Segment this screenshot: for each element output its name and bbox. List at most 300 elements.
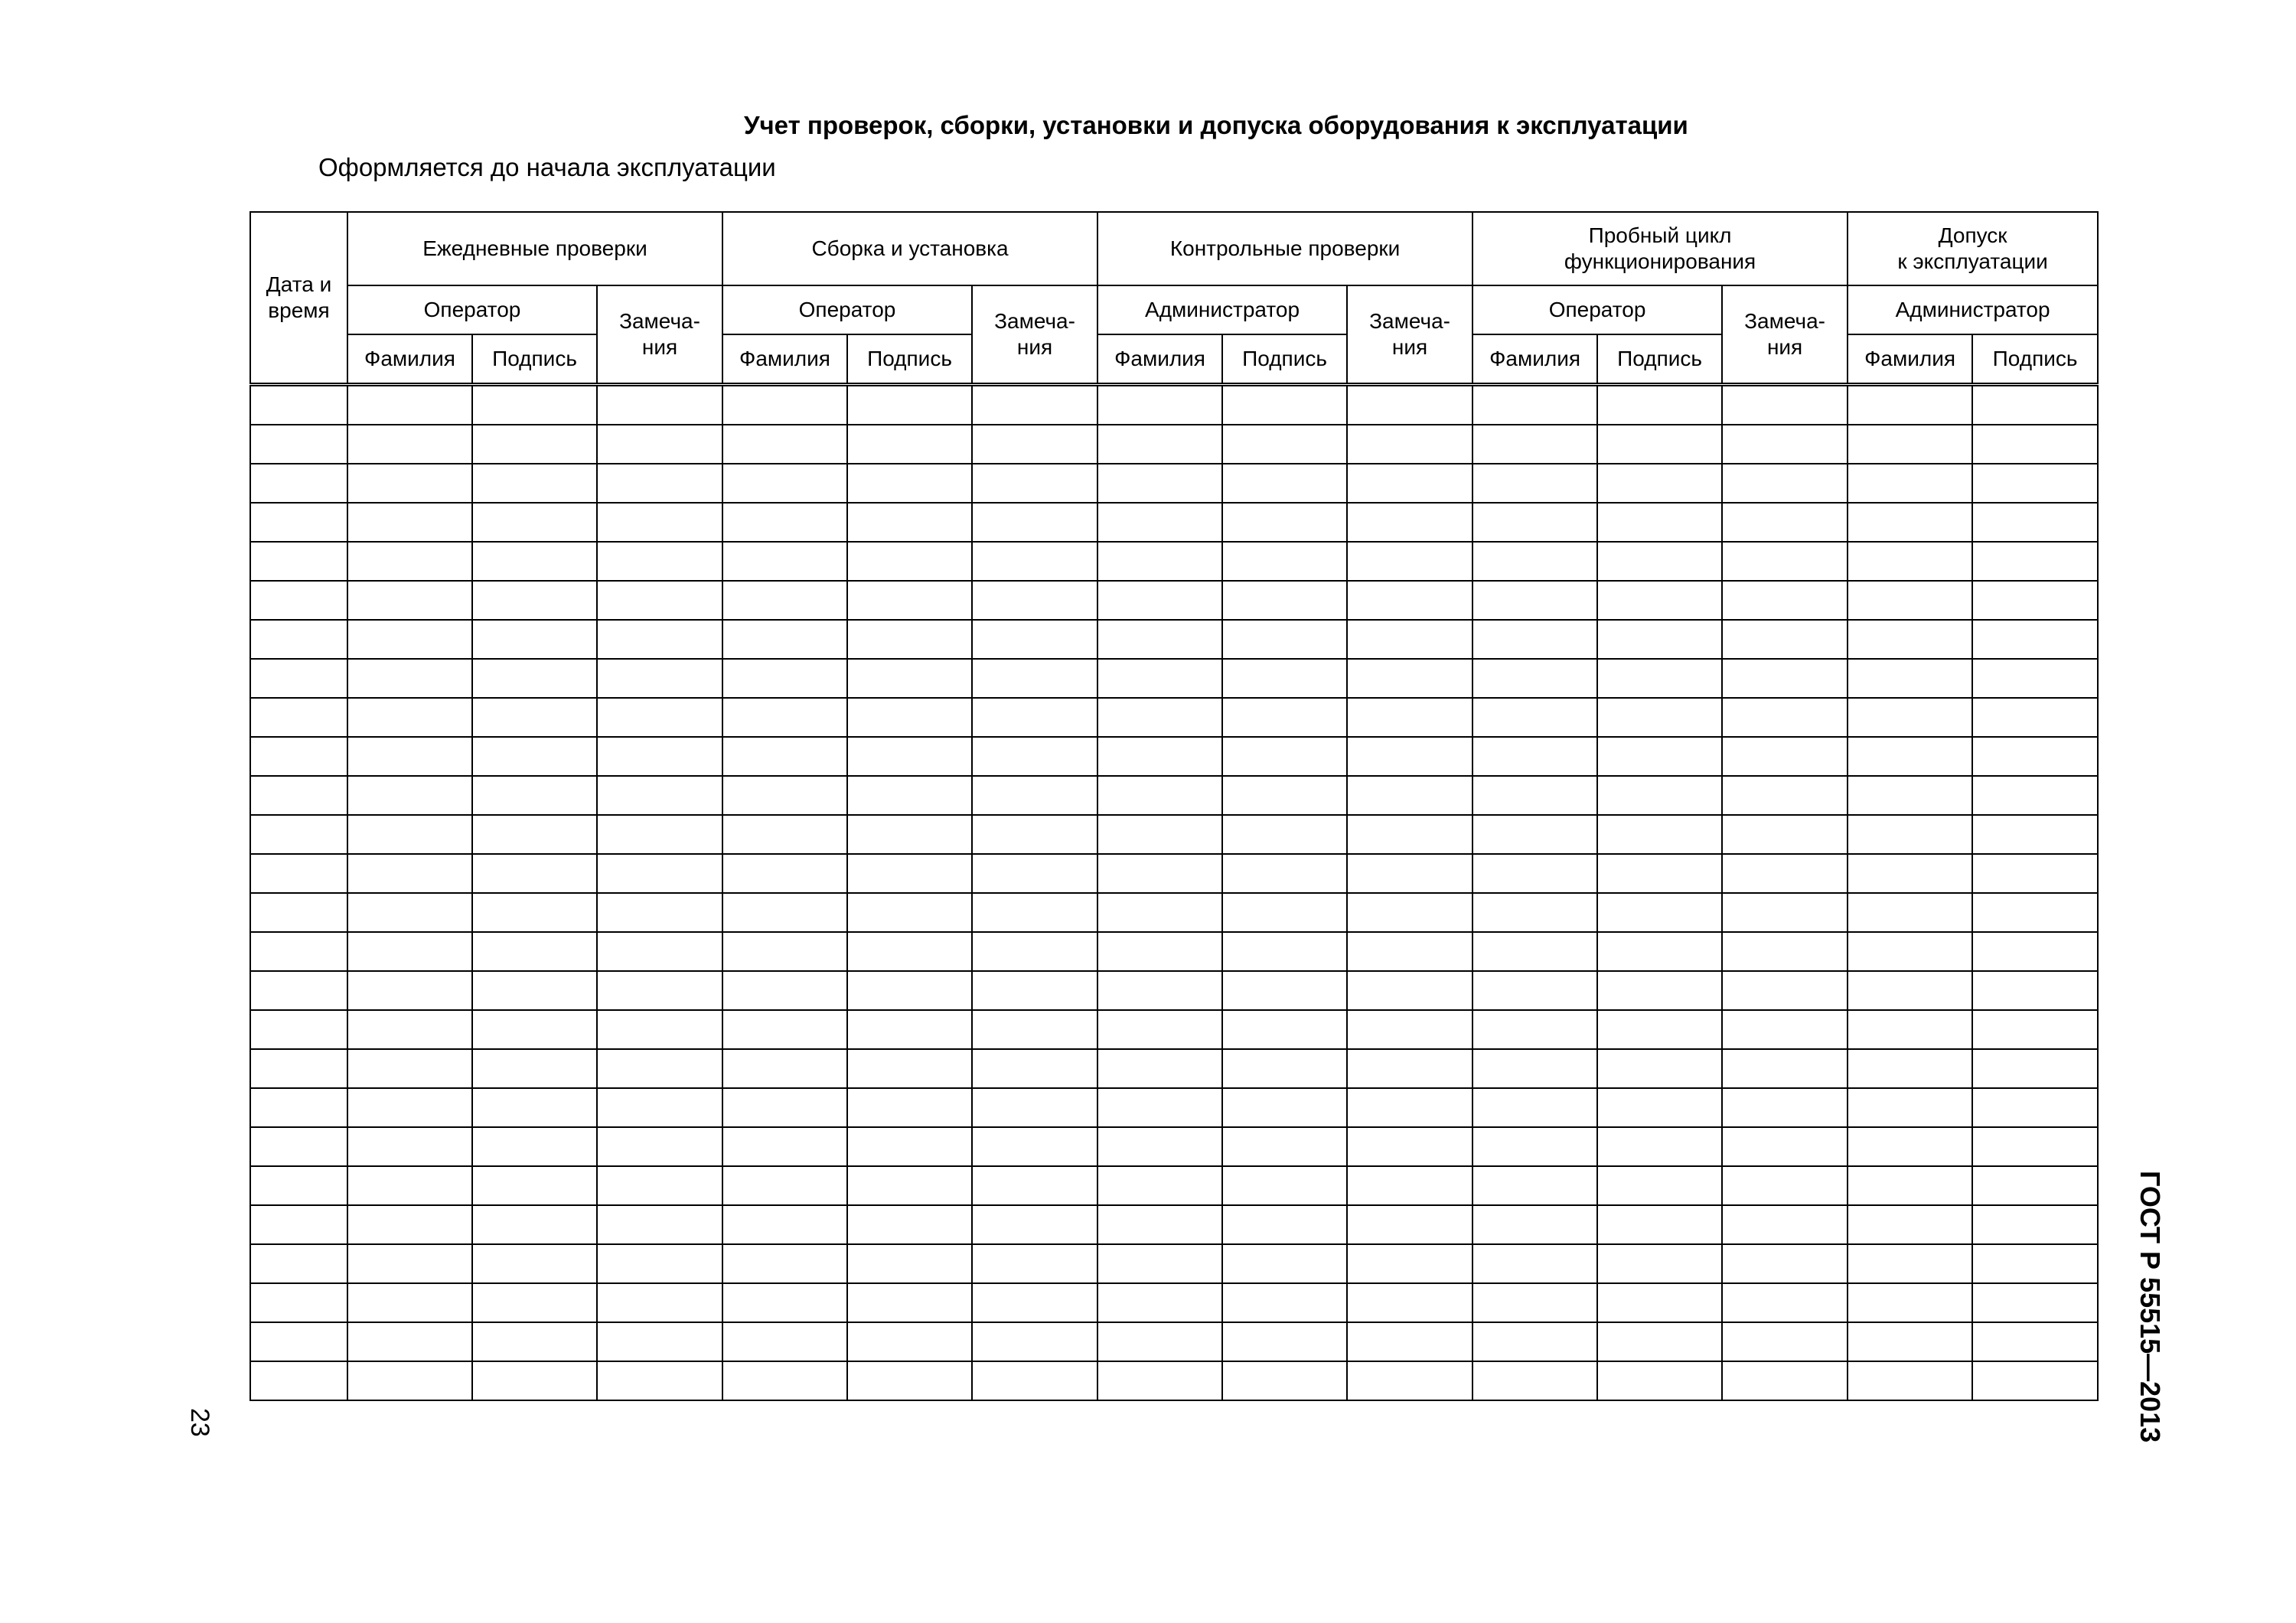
table-cell — [972, 893, 1097, 932]
table-cell — [847, 854, 972, 893]
table-row — [250, 1205, 2098, 1244]
table-cell — [847, 1010, 972, 1049]
table-cell — [1347, 815, 1473, 854]
header-surname-control: Фамилия — [1097, 334, 1222, 385]
table-cell — [1473, 1205, 1597, 1244]
table-cell — [1097, 620, 1222, 659]
table-cell — [1972, 659, 2098, 698]
table-cell — [1222, 1088, 1347, 1127]
table-cell — [1347, 581, 1473, 620]
table-cell — [1222, 425, 1347, 464]
header-remarks-daily — [597, 285, 722, 385]
table-cell — [1848, 581, 1972, 620]
table-cell — [1347, 1166, 1473, 1205]
table-cell — [472, 1244, 597, 1283]
table-cell — [972, 1049, 1097, 1088]
table-cell — [1097, 1244, 1222, 1283]
table-cell — [347, 581, 472, 620]
table-cell — [472, 659, 597, 698]
table-cell — [597, 385, 722, 425]
table-cell — [847, 932, 972, 971]
table-cell — [722, 1322, 847, 1361]
table-cell — [250, 1322, 347, 1361]
table-cell — [1097, 698, 1222, 737]
table-cell — [1972, 893, 2098, 932]
table-cell — [1722, 1205, 1848, 1244]
table-cell — [1097, 1322, 1222, 1361]
table-cell — [472, 932, 597, 971]
table-cell — [722, 893, 847, 932]
table-cell — [597, 620, 722, 659]
table-cell — [1222, 776, 1347, 815]
table-cell — [1473, 659, 1597, 698]
table-cell — [1222, 581, 1347, 620]
table-cell — [472, 1361, 597, 1400]
table-cell — [1473, 893, 1597, 932]
table-cell — [1597, 1205, 1722, 1244]
table-cell — [1347, 737, 1473, 776]
table-cell — [1473, 1049, 1597, 1088]
table-cell — [1848, 464, 1972, 503]
table-row — [250, 464, 2098, 503]
table-row — [250, 1361, 2098, 1400]
table-cell — [1972, 464, 2098, 503]
table-cell — [250, 503, 347, 542]
header-signature-daily: Подпись — [472, 334, 597, 385]
table-cell — [1097, 542, 1222, 581]
table-cell — [250, 971, 347, 1010]
table-cell — [250, 1127, 347, 1166]
table-cell — [472, 385, 597, 425]
table-cell — [250, 1244, 347, 1283]
table-cell — [1597, 854, 1722, 893]
table-cell — [347, 385, 472, 425]
table-cell — [472, 1283, 597, 1322]
header-surname-assembly: Фамилия — [722, 334, 847, 385]
table-cell — [722, 776, 847, 815]
table-cell — [972, 1088, 1097, 1127]
table-cell — [722, 1361, 847, 1400]
table-row — [250, 1283, 2098, 1322]
table-cell — [1473, 1166, 1597, 1205]
header-group-admission-line2: к эксплуатации — [1897, 249, 2048, 273]
table-cell — [347, 893, 472, 932]
table-cell — [1097, 1361, 1222, 1400]
table-cell — [1597, 464, 1722, 503]
table-cell — [597, 1166, 722, 1205]
table-cell — [1097, 776, 1222, 815]
table-cell — [972, 776, 1097, 815]
table-row — [250, 1088, 2098, 1127]
header-role-admission: Администратор — [1848, 285, 2098, 334]
table-cell — [250, 737, 347, 776]
table-cell — [1347, 1010, 1473, 1049]
table-cell — [1848, 1283, 1972, 1322]
table-cell — [347, 542, 472, 581]
header-date-time — [250, 212, 347, 385]
table-cell — [722, 542, 847, 581]
table-cell — [472, 542, 597, 581]
table-cell — [347, 1283, 472, 1322]
table-cell — [1222, 1361, 1347, 1400]
table-cell — [1347, 1244, 1473, 1283]
table-cell — [597, 698, 722, 737]
table-cell — [1972, 1127, 2098, 1166]
table-cell — [1347, 893, 1473, 932]
table-cell — [347, 698, 472, 737]
table-cell — [1097, 1127, 1222, 1166]
table-cell — [250, 425, 347, 464]
table-cell — [1473, 385, 1597, 425]
table-cell — [472, 464, 597, 503]
table-cell — [972, 698, 1097, 737]
table-cell — [847, 737, 972, 776]
table-cell — [847, 659, 972, 698]
table-cell — [347, 503, 472, 542]
table-cell — [347, 464, 472, 503]
table-cell — [1848, 620, 1972, 659]
table-cell — [1972, 854, 2098, 893]
table-cell — [1848, 503, 1972, 542]
table-cell — [1597, 1166, 1722, 1205]
header-group-trial-cycle — [1473, 212, 1848, 285]
table-cell — [1722, 854, 1848, 893]
table-cell — [972, 1322, 1097, 1361]
table-cell — [1848, 932, 1972, 971]
table-cell — [1347, 425, 1473, 464]
table-cell — [1473, 854, 1597, 893]
table-cell — [1722, 659, 1848, 698]
table-cell — [1222, 1205, 1347, 1244]
table-cell — [472, 1127, 597, 1166]
table-cell — [347, 776, 472, 815]
table-cell — [1848, 1322, 1972, 1361]
table-cell — [597, 893, 722, 932]
table-cell — [250, 815, 347, 854]
table-cell — [597, 1244, 722, 1283]
table-cell — [1597, 698, 1722, 737]
table-cell — [847, 464, 972, 503]
table-row — [250, 893, 2098, 932]
table-cell — [1848, 1010, 1972, 1049]
table-cell — [347, 932, 472, 971]
table-cell — [347, 971, 472, 1010]
table-cell — [347, 620, 472, 659]
table-cell — [972, 542, 1097, 581]
header-group-daily-checks-text: Ежедневные проверки — [422, 236, 647, 260]
table-cell — [472, 893, 597, 932]
table-cell — [1222, 1166, 1347, 1205]
table-cell — [1597, 737, 1722, 776]
table-cell — [1972, 385, 2098, 425]
table-cell — [1347, 464, 1473, 503]
header-group-admission — [1848, 212, 2098, 285]
table-cell — [1097, 737, 1222, 776]
header-signature-assembly: Подпись — [847, 334, 972, 385]
header-remarks-trial — [1722, 285, 1848, 385]
table-cell — [1347, 620, 1473, 659]
table-row — [250, 776, 2098, 815]
table-cell — [1848, 542, 1972, 581]
table-cell — [472, 1205, 597, 1244]
table-cell — [847, 698, 972, 737]
table-cell — [722, 1127, 847, 1166]
table-row — [250, 1166, 2098, 1205]
table-cell — [1473, 776, 1597, 815]
table-cell — [847, 1283, 972, 1322]
table-cell — [1222, 385, 1347, 425]
table-cell — [1972, 425, 2098, 464]
table-cell — [847, 1088, 972, 1127]
table-cell — [722, 1088, 847, 1127]
table-cell — [1097, 854, 1222, 893]
table-cell — [1722, 503, 1848, 542]
table-cell — [250, 776, 347, 815]
table-cell — [250, 1283, 347, 1322]
table-cell — [1972, 932, 2098, 971]
table-row — [250, 1127, 2098, 1166]
table-cell — [1848, 1244, 1972, 1283]
table-cell — [597, 1361, 722, 1400]
header-remarks-trial-line2: ния — [1766, 335, 1803, 359]
table-row — [250, 425, 2098, 464]
header-group-assembly-text: Сборка и установка — [811, 236, 1009, 260]
table-row — [250, 1010, 2098, 1049]
table-cell — [1222, 893, 1347, 932]
table-cell — [722, 737, 847, 776]
table-cell — [1347, 1127, 1473, 1166]
table-cell — [722, 932, 847, 971]
table-cell — [1972, 1283, 2098, 1322]
table-cell — [722, 385, 847, 425]
table-cell — [347, 425, 472, 464]
table-cell — [1347, 542, 1473, 581]
header-group-admission-line1: Допуск — [1938, 223, 2007, 247]
table-cell — [472, 698, 597, 737]
table-cell — [1097, 503, 1222, 542]
table-cell — [972, 1010, 1097, 1049]
table-cell — [1722, 1322, 1848, 1361]
table-cell — [597, 1283, 722, 1322]
table-cell — [1972, 698, 2098, 737]
table-cell — [972, 815, 1097, 854]
table-cell — [1722, 1049, 1848, 1088]
header-remarks-daily-line2: ния — [641, 335, 678, 359]
table-cell — [722, 620, 847, 659]
table-cell — [1222, 932, 1347, 971]
table-cell — [1347, 1361, 1473, 1400]
table-cell — [347, 815, 472, 854]
table-cell — [1097, 893, 1222, 932]
table-cell — [1222, 542, 1347, 581]
table-cell — [250, 893, 347, 932]
table-cell — [1597, 1088, 1722, 1127]
table-cell — [472, 737, 597, 776]
table-cell — [1222, 1010, 1347, 1049]
table-cell — [1222, 1322, 1347, 1361]
table-cell — [250, 854, 347, 893]
table-cell — [1473, 1127, 1597, 1166]
table-cell — [1347, 698, 1473, 737]
table-cell — [597, 932, 722, 971]
table-cell — [1848, 971, 1972, 1010]
table-cell — [1097, 1088, 1222, 1127]
header-remarks-assembly — [972, 285, 1097, 385]
table-cell — [1848, 854, 1972, 893]
header-signature-trial: Подпись — [1597, 334, 1722, 385]
table-cell — [1473, 425, 1597, 464]
table-cell — [1722, 932, 1848, 971]
table-cell — [1097, 385, 1222, 425]
header-group-control-checks-text: Контрольные проверки — [1169, 236, 1401, 260]
table-cell — [1597, 1127, 1722, 1166]
table-cell — [1473, 464, 1597, 503]
table-row — [250, 659, 2098, 698]
table-cell — [1473, 815, 1597, 854]
table-row — [250, 698, 2098, 737]
table-cell — [1222, 1049, 1347, 1088]
table-cell — [722, 1010, 847, 1049]
table-cell — [1347, 385, 1473, 425]
table-cell — [1222, 1127, 1347, 1166]
table-row — [250, 1049, 2098, 1088]
table-cell — [1722, 698, 1848, 737]
table-cell — [1097, 1049, 1222, 1088]
table-cell — [597, 1127, 722, 1166]
header-surname-admission: Фамилия — [1848, 334, 1972, 385]
header-group-daily-checks — [347, 212, 722, 285]
table-cell — [1722, 815, 1848, 854]
table-cell — [847, 1166, 972, 1205]
table-cell — [250, 464, 347, 503]
table-cell — [1722, 1127, 1848, 1166]
table-cell — [1848, 425, 1972, 464]
table-cell — [347, 1010, 472, 1049]
table-cell — [1722, 425, 1848, 464]
table-row — [250, 932, 2098, 971]
table-cell — [972, 1205, 1097, 1244]
table-cell — [597, 1088, 722, 1127]
header-date-line1: Дата и — [266, 272, 332, 296]
table-cell — [847, 1244, 972, 1283]
table-cell — [1848, 1127, 1972, 1166]
table-cell — [722, 1244, 847, 1283]
table-cell — [1473, 542, 1597, 581]
table-cell — [1597, 542, 1722, 581]
table-cell — [847, 815, 972, 854]
table-cell — [1848, 893, 1972, 932]
table-cell — [250, 1088, 347, 1127]
table-cell — [1722, 581, 1848, 620]
header-role-trial: Оператор — [1473, 285, 1722, 334]
table-cell — [1972, 581, 2098, 620]
header-signature-control: Подпись — [1222, 334, 1347, 385]
table-cell — [472, 815, 597, 854]
table-cell — [1722, 542, 1848, 581]
table-cell — [722, 503, 847, 542]
table-cell — [1972, 1361, 2098, 1400]
header-surname-daily: Фамилия — [347, 334, 472, 385]
table-cell — [1972, 737, 2098, 776]
table-cell — [1222, 854, 1347, 893]
table-cell — [1597, 503, 1722, 542]
header-group-trial-cycle-line2: функционирования — [1564, 249, 1756, 273]
table-cell — [1473, 620, 1597, 659]
table-cell — [972, 1244, 1097, 1283]
header-group-trial-cycle-line1: Пробный цикл — [1588, 223, 1732, 247]
table-row — [250, 737, 2098, 776]
table-cell — [1972, 1010, 2098, 1049]
table-cell — [472, 776, 597, 815]
table-cell — [1972, 1049, 2098, 1088]
table-cell — [250, 1205, 347, 1244]
table-cell — [1597, 1361, 1722, 1400]
table-cell — [722, 1049, 847, 1088]
table-cell — [472, 620, 597, 659]
table-cell — [972, 854, 1097, 893]
table-row — [250, 1322, 2098, 1361]
table-cell — [1347, 1322, 1473, 1361]
table-cell — [472, 1010, 597, 1049]
table-cell — [597, 737, 722, 776]
table-cell — [1097, 1283, 1222, 1322]
table-cell — [1972, 1088, 2098, 1127]
table-cell — [1347, 1205, 1473, 1244]
table-cell — [722, 464, 847, 503]
table-cell — [847, 503, 972, 542]
table-cell — [347, 1127, 472, 1166]
table-cell — [597, 1010, 722, 1049]
header-surname-trial: Фамилия — [1473, 334, 1597, 385]
table-cell — [722, 971, 847, 1010]
table-cell — [1722, 893, 1848, 932]
table-cell — [1972, 1244, 2098, 1283]
table-cell — [1597, 815, 1722, 854]
table-cell — [1972, 1205, 2098, 1244]
standard-designation: ГОСТ Р 55515—2013 — [2135, 1171, 2166, 1443]
table-cell — [972, 1283, 1097, 1322]
document-title-text: Учет проверок, сборки, установки и допуска оборудования к эксплуатации — [744, 111, 1688, 139]
table-cell — [1972, 1322, 2098, 1361]
table-cell — [1097, 815, 1222, 854]
journal-table — [249, 211, 2099, 1401]
table-cell — [1972, 542, 2098, 581]
table-cell — [1222, 737, 1347, 776]
table-cell — [972, 425, 1097, 464]
table-cell — [1097, 932, 1222, 971]
table-cell — [1473, 737, 1597, 776]
table-cell — [972, 503, 1097, 542]
table-cell — [347, 854, 472, 893]
header-signature-admission: Подпись — [1972, 334, 2098, 385]
table-cell — [1473, 932, 1597, 971]
header-date-line2: время — [268, 298, 330, 322]
table-cell — [847, 425, 972, 464]
table-cell — [1597, 659, 1722, 698]
table-cell — [1222, 659, 1347, 698]
table-cell — [250, 1166, 347, 1205]
header-remarks-control-line2: ния — [1391, 335, 1428, 359]
table-cell — [722, 659, 847, 698]
table-cell — [1722, 1361, 1848, 1400]
table-cell — [1222, 698, 1347, 737]
table-cell — [1722, 1010, 1848, 1049]
table-cell — [1722, 1244, 1848, 1283]
table-cell — [472, 425, 597, 464]
header-remarks-daily-line1: Замеча- — [619, 309, 700, 333]
table-cell — [972, 932, 1097, 971]
table-row — [250, 385, 2098, 425]
